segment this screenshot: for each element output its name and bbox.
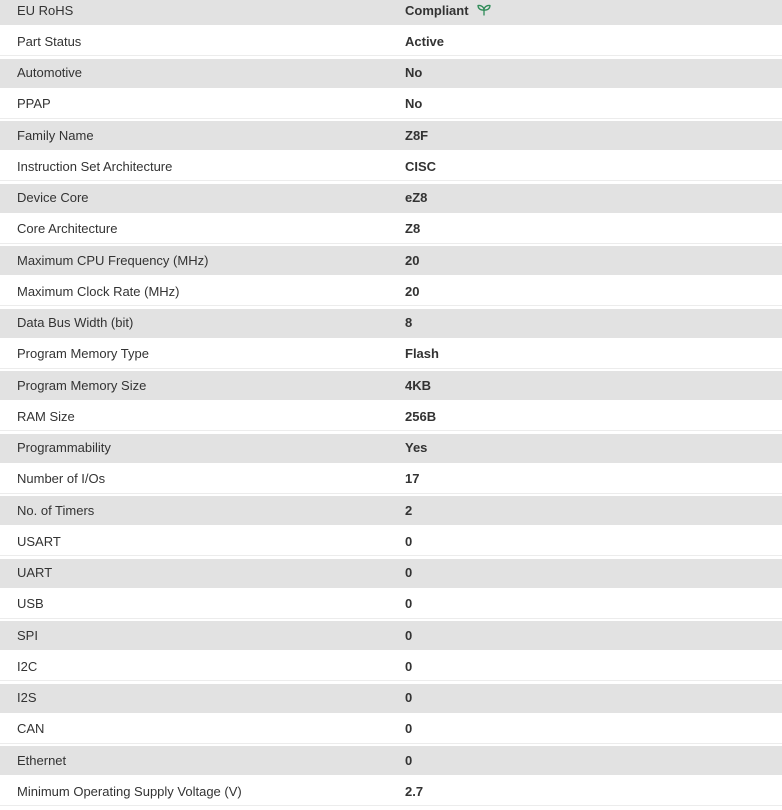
- spec-value-text: Flash: [405, 346, 439, 362]
- spec-label: UART: [17, 565, 53, 580]
- spec-value: [388, 534, 412, 549]
- spec-value: [388, 721, 412, 736]
- spec-value-text: Yes: [405, 440, 428, 455]
- spec-value: [388, 409, 436, 424]
- spec-value: [388, 128, 428, 143]
- spec-value-text: 17: [405, 471, 420, 487]
- spec-value-text: Compliant: [405, 2, 469, 18]
- spec-row: [0, 559, 782, 588]
- spec-value: [388, 784, 423, 799]
- spec-row: [0, 777, 782, 806]
- spec-value-text: eZ8: [405, 190, 428, 205]
- spec-row: [0, 496, 782, 525]
- spec-row: [0, 27, 782, 56]
- spec-row: [0, 590, 782, 619]
- spec-row: [0, 277, 782, 306]
- spec-row: [0, 527, 782, 556]
- spec-row: [0, 121, 782, 150]
- spec-value: [388, 659, 412, 674]
- spec-value-text: 0: [405, 533, 413, 549]
- spec-row: [0, 90, 782, 119]
- spec-label: SPI: [17, 627, 38, 643]
- spec-label: Program Memory Type: [17, 346, 149, 362]
- spec-row: [0, 402, 782, 431]
- spec-label: Data Bus Width (bit): [17, 315, 134, 330]
- spec-value-text: Z8F: [405, 127, 429, 143]
- spec-label: Ethernet: [17, 752, 67, 768]
- spec-label: Maximum CPU Frequency (MHz): [17, 252, 209, 268]
- spec-value: [388, 190, 427, 205]
- spec-row: [0, 59, 782, 88]
- spec-label: No. of Timers: [17, 502, 95, 518]
- spec-label: I2C: [17, 658, 38, 674]
- spec-value: [388, 503, 412, 518]
- spec-value: [388, 96, 422, 111]
- spec-value: [388, 565, 412, 580]
- spec-label: Part Status: [17, 33, 82, 49]
- spec-value: [388, 440, 427, 455]
- spec-value-text: 0: [405, 627, 413, 643]
- spec-row: [0, 246, 782, 275]
- spec-row: [0, 152, 782, 181]
- spec-value-text: 20: [405, 283, 420, 299]
- spec-value-text: No: [405, 96, 423, 112]
- spec-value-text: 2: [405, 502, 413, 518]
- spec-value: [388, 471, 419, 486]
- spec-label: Number of I/Os: [17, 471, 106, 487]
- spec-row: [0, 746, 782, 775]
- spec-value: [388, 221, 420, 236]
- spec-row: [0, 715, 782, 744]
- spec-value-text: 0: [405, 596, 413, 612]
- spec-label: Family Name: [17, 127, 94, 143]
- spec-label: I2S: [17, 690, 37, 705]
- spec-value-text: 20: [405, 252, 420, 268]
- spec-value-text: 0: [405, 565, 413, 580]
- spec-value-text: No: [405, 65, 423, 80]
- spec-row: [0, 621, 782, 650]
- spec-value-text: 0: [405, 752, 413, 768]
- spec-label: CAN: [17, 721, 45, 737]
- spec-label: Automotive: [17, 65, 83, 80]
- spec-label: Minimum Operating Supply Voltage (V): [17, 783, 242, 799]
- spec-value-text: Z8: [405, 221, 421, 237]
- spec-row: [0, 434, 782, 463]
- spec-value-text: CISC: [405, 158, 437, 174]
- spec-value: [388, 253, 419, 268]
- spec-label: USB: [17, 596, 44, 612]
- spec-value-text: 0: [405, 690, 413, 705]
- spec-value: [388, 690, 412, 705]
- spec-value: [388, 753, 412, 768]
- spec-row: [0, 371, 782, 400]
- spec-row: [0, 309, 782, 338]
- spec-row: [0, 0, 782, 25]
- spec-label: RAM Size: [17, 408, 75, 424]
- spec-row: [0, 465, 782, 494]
- spec-label: EU RoHS: [17, 2, 74, 18]
- spec-value-text: Active: [405, 33, 445, 49]
- spec-value-text: 256B: [405, 408, 437, 424]
- spec-row: [0, 652, 782, 681]
- spec-value-text: 0: [405, 721, 413, 737]
- spec-label: Maximum Clock Rate (MHz): [17, 283, 180, 299]
- spec-value: [388, 3, 491, 18]
- spec-value: [388, 34, 444, 49]
- spec-value: [388, 378, 431, 393]
- spec-value-text: 8: [405, 315, 413, 330]
- spec-label: Programmability: [17, 440, 111, 455]
- spec-value-text: 2.7: [405, 783, 424, 799]
- spec-row: [0, 684, 782, 713]
- spec-label: Device Core: [17, 190, 89, 205]
- spec-row: [0, 215, 782, 244]
- spec-label: Core Architecture: [17, 221, 118, 237]
- leaf-icon: [477, 4, 491, 16]
- spec-row: [0, 340, 782, 369]
- spec-value: [388, 284, 419, 299]
- spec-value: [388, 346, 439, 361]
- spec-value: [388, 65, 422, 80]
- spec-label: USART: [17, 533, 61, 549]
- spec-value-text: 4KB: [405, 377, 432, 393]
- spec-value: [388, 159, 436, 174]
- spec-value: [388, 315, 412, 330]
- spec-label: Instruction Set Architecture: [17, 158, 173, 174]
- spec-value-text: 0: [405, 658, 413, 674]
- spec-value: [388, 596, 412, 611]
- spec-label: Program Memory Size: [17, 377, 147, 393]
- spec-value: [388, 628, 412, 643]
- spec-label: PPAP: [17, 96, 51, 112]
- spec-row: [0, 184, 782, 213]
